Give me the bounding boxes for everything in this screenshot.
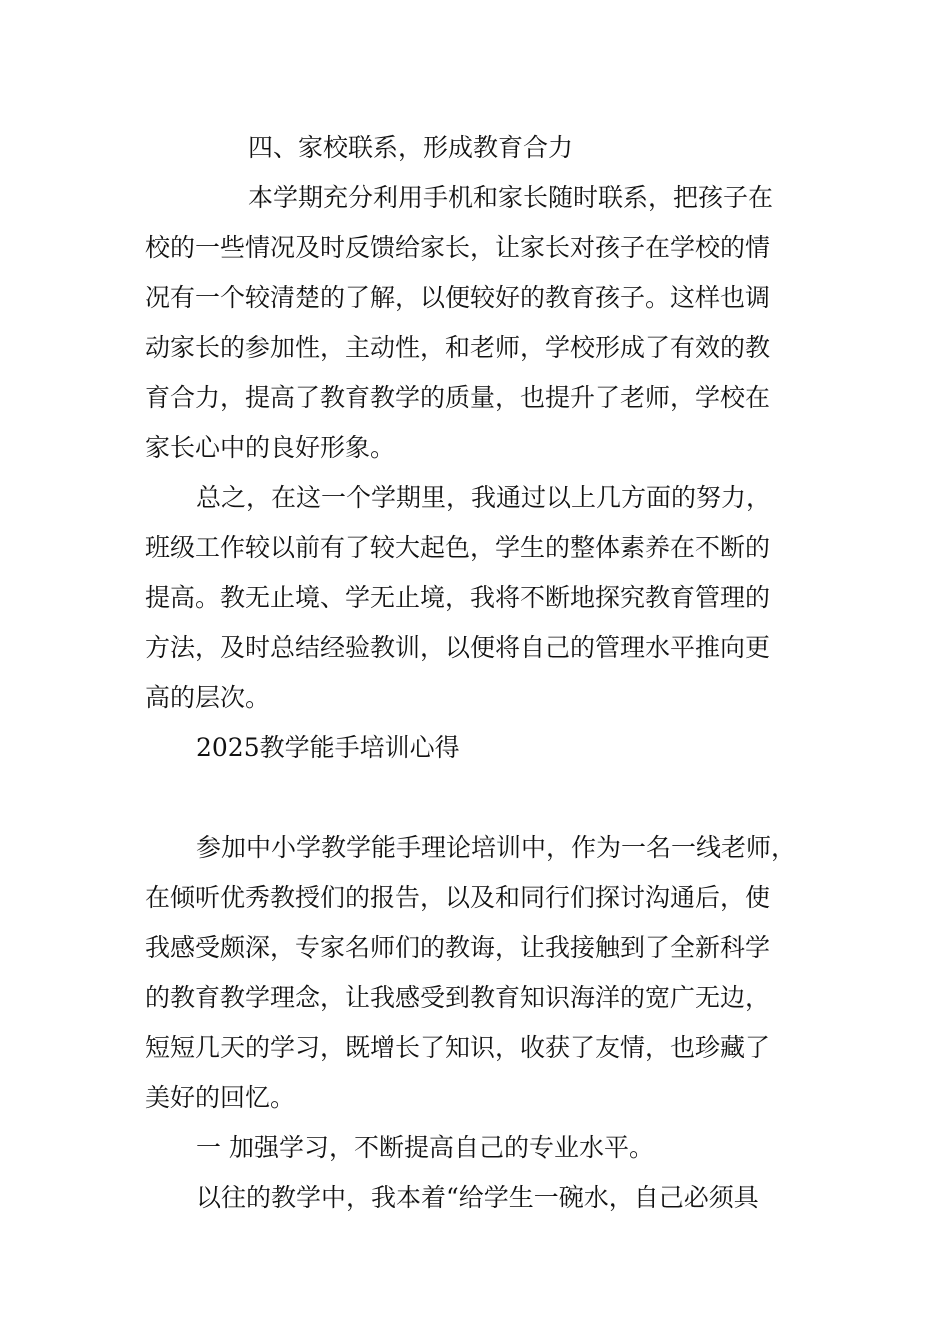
paragraph-line: 提高。教无止境、学无止境，我将不断地探究教育管理的: [145, 583, 771, 612]
paragraph-line: 动家长的参加性，主动性，和老师，学校形成了有效的教: [145, 333, 771, 362]
paragraph-line: 的教育教学理念，让我感受到教育知识海洋的宽广无边，: [145, 983, 771, 1012]
paragraph-line: 本学期充分利用手机和家长随时联系，把孩子在: [248, 183, 774, 212]
section-heading: 一 加强学习，不断提高自己的专业水平。: [196, 1133, 654, 1162]
paragraph-line: 育合力，提高了教育教学的质量，也提升了老师，学校在: [145, 383, 771, 412]
paragraph-line: 短短几天的学习，既增长了知识，收获了友情，也珍藏了: [145, 1033, 771, 1062]
paragraph-line: 以往的教学中，我本着“给学生一碗水，自己必须具: [196, 1183, 759, 1212]
section-heading: 四、家校联系，形成教育合力: [248, 133, 574, 162]
paragraph-line: 总之，在这一个学期里，我通过以上几方面的努力，: [196, 483, 772, 512]
paragraph-line: 班级工作较以前有了较大起色，学生的整体素养在不断的: [145, 533, 771, 562]
document-title: 2025教学能手培训心得: [196, 733, 460, 762]
paragraph-line: 高的层次。: [145, 683, 271, 712]
paragraph-line: 方法，及时总结经验教训，以便将自己的管理水平推向更: [145, 633, 771, 662]
paragraph-line: 在倾听优秀教授们的报告，以及和同行们探讨沟通后，使: [145, 883, 771, 912]
paragraph-line: 校的一些情况及时反馈给家长，让家长对孩子在学校的情: [145, 233, 771, 262]
paragraph-line: 参加中小学教学能手理论培训中，作为一名一线老师，: [196, 833, 797, 862]
paragraph-line: 我感受颇深，专家名师们的教诲，让我接触到了全新科学: [145, 933, 771, 962]
paragraph-line: 况有一个较清楚的了解，以便较好的教育孩子。这样也调: [145, 283, 771, 312]
paragraph-line: 美好的回忆。: [145, 1083, 296, 1112]
paragraph-line: 家长心中的良好形象。: [145, 433, 396, 462]
